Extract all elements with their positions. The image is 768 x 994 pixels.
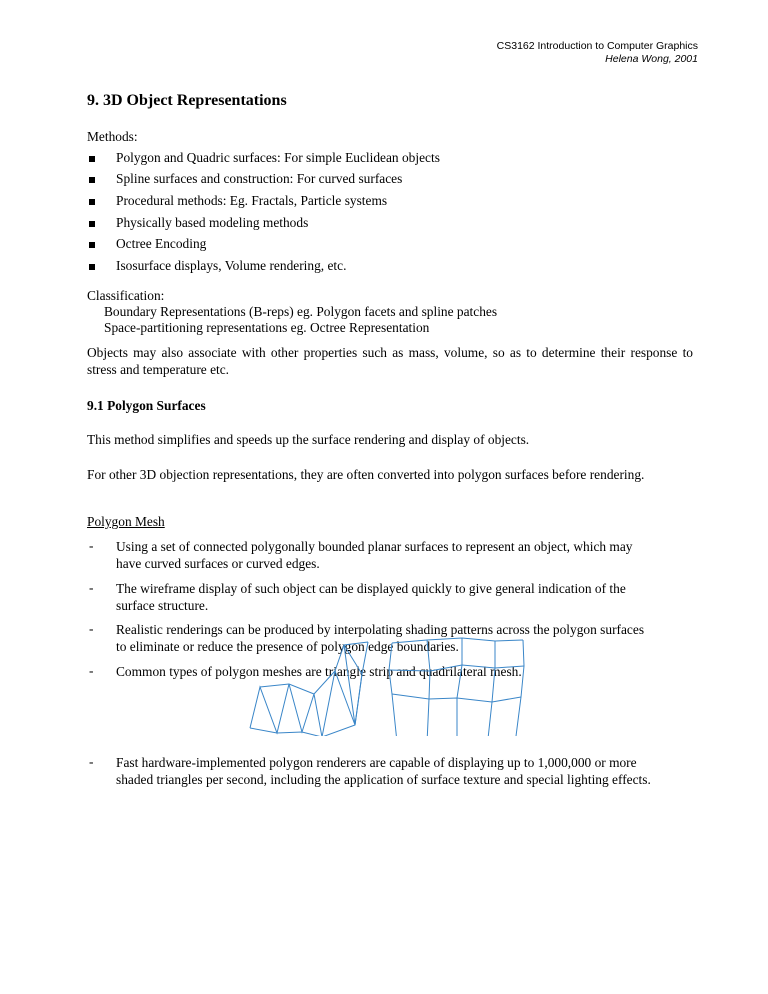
section-title: 9. 3D Object Representations bbox=[87, 92, 287, 109]
bullet-marker bbox=[89, 221, 95, 227]
dash-marker: - bbox=[89, 754, 94, 769]
classification-label: Classification: bbox=[87, 288, 165, 303]
triangle-strip bbox=[250, 642, 368, 736]
bullet-marker bbox=[89, 156, 95, 162]
methods-label: Methods: bbox=[87, 129, 138, 144]
dash-marker: - bbox=[89, 580, 94, 595]
mesh-point: Realistic renderings can be produced by interpolating shading patterns across the polygon surfaces to eliminate or reduce the presence of polygon edge boundaries. bbox=[116, 622, 645, 654]
intro-paragraph: This method simplifies and speeds up the surface rendering and display of objects. bbox=[87, 432, 530, 447]
bullet-marker bbox=[89, 264, 95, 270]
classification-item: Space-partitioning representations eg. Octree Representation bbox=[104, 320, 430, 335]
dash-marker: - bbox=[89, 621, 94, 636]
method-item: Physically based modeling methods bbox=[116, 215, 309, 230]
conversion-paragraph: For other 3D objection representations, they are often converted into polygon surfaces before rendering. bbox=[87, 467, 645, 482]
mesh-point: Fast hardware-implemented polygon renderers are capable of displaying up to 1,000,000 or more shaded triangles per second, including the application of surface texture and special lighting effects. bbox=[116, 755, 651, 787]
properties-paragraph: Objects may also associate with other properties such as mass, volume, so as to determine their response to stress and temperature etc. bbox=[87, 345, 693, 377]
bullet-marker bbox=[89, 242, 95, 248]
page-header bbox=[497, 40, 698, 66]
dash-marker: - bbox=[89, 663, 94, 678]
dash-marker: - bbox=[89, 538, 94, 553]
course-title: CS3162 Introduction to Computer Graphics bbox=[496, 40, 698, 52]
method-item: Polygon and Quadric surfaces: For simple Euclidean objects bbox=[116, 150, 440, 165]
method-item: Procedural methods: Eg. Fractals, Particle systems bbox=[116, 193, 388, 208]
mesh-point: The wireframe display of such object can be displayed quickly to give general indication of the surface structure. bbox=[116, 581, 626, 613]
bullet-marker bbox=[89, 199, 95, 205]
mesh-point: Using a set of connected polygonally bounded planar surfaces to represent an object, which may have curved surfaces or curved edges. bbox=[116, 539, 633, 571]
method-item: Isosurface displays, Volume rendering, etc. bbox=[116, 258, 347, 273]
subsection-title: 9.1 Polygon Surfaces bbox=[87, 398, 206, 413]
method-item: Spline surfaces and construction: For curved surfaces bbox=[116, 171, 403, 186]
quadrilateral-mesh bbox=[389, 638, 524, 736]
author-credit: Helena Wong, 2001 bbox=[605, 53, 698, 65]
polygon-mesh-figure bbox=[244, 506, 534, 736]
bullet-marker bbox=[89, 177, 95, 183]
method-item: Octree Encoding bbox=[116, 236, 207, 251]
classification-item: Boundary Representations (B-reps) eg. Polygon facets and spline patches bbox=[104, 304, 498, 319]
mesh-point: Common types of polygon meshes are triangle strip and quadrilateral mesh. bbox=[116, 664, 522, 679]
polygon-mesh-heading: Polygon Mesh bbox=[87, 514, 165, 529]
